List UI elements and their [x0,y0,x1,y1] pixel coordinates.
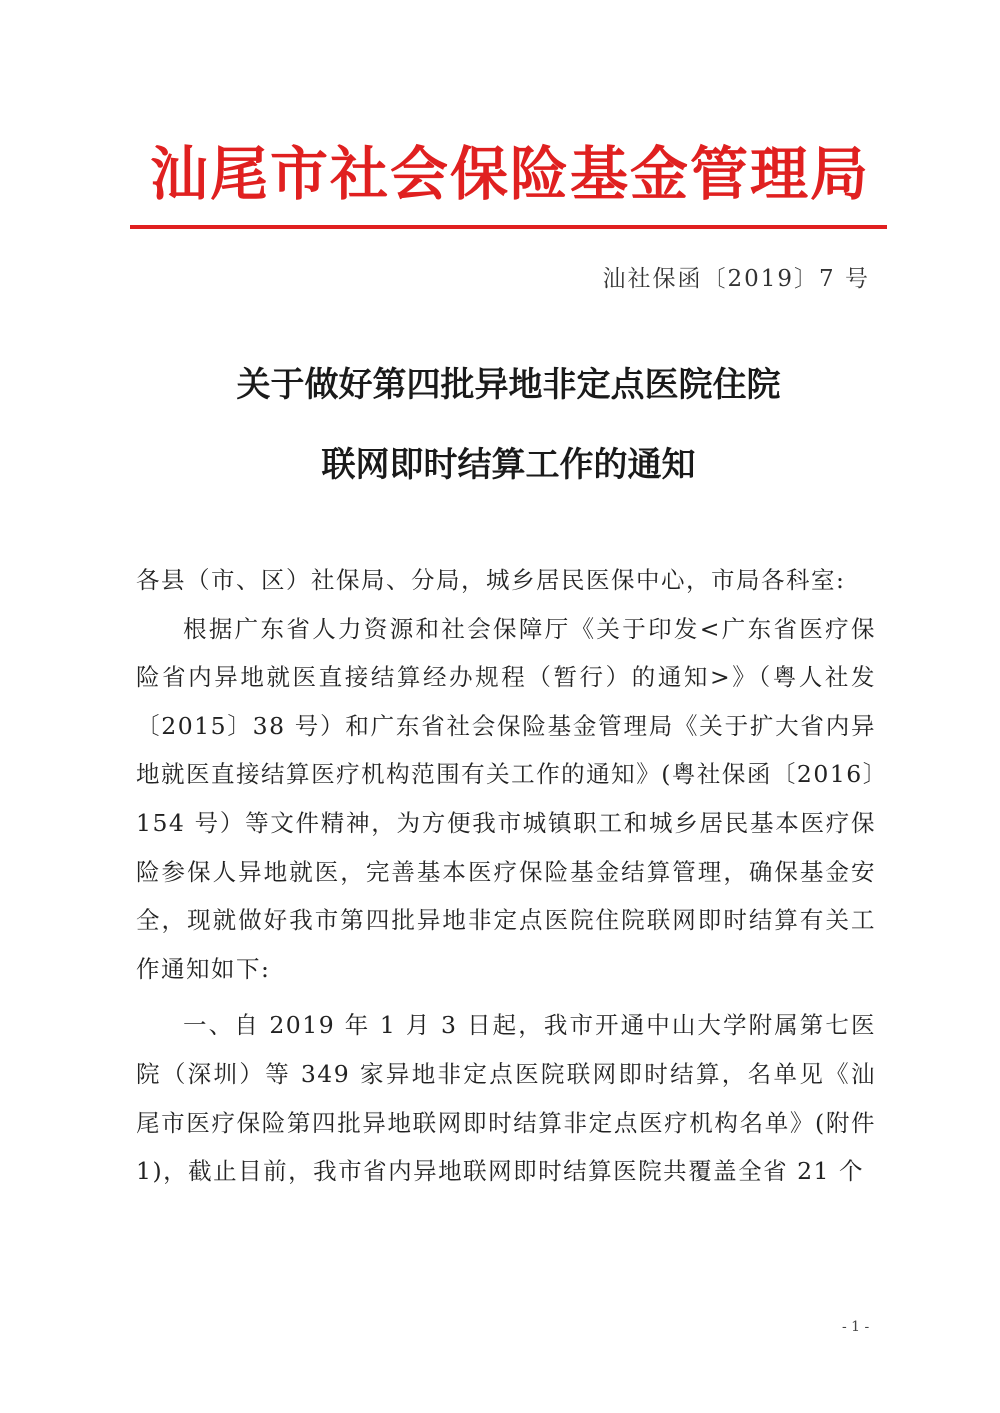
document-title-line-1: 关于做好第四批异地非定点医院住院 [236,365,781,405]
document-number: 汕社保函〔2019〕7 号 [602,266,870,292]
body-paragraph: 根据广东省人力资源和社会保障厅《关于印发<广东省医疗保险省内异地就医直接结算经办规程（暂行）的通知>》（粤人社发〔2015〕38 号）和广东省社会保险基金管理局《关于扩大省内异地就医直接结算医疗机构范围有关工作的通知》(粤社保函〔2016〕154 号）等文件精神，为方便我市城镇职工和城乡居民基本医疗保险参保人异地就医，完善基本医疗保险基金结算管理，确保基金安全，现就做好我市第四批异地非定点医院住院联网即时结算有关工作通知如下: [136,614,876,983]
document-body [136,556,876,1196]
document-title-line-2: 联网即时结算工作的通知 [321,445,696,485]
body-paragraph: 一、自 2019 年 1 月 3 日起，我市开通中山大学附属第七医院（深圳）等 349 家异地非定点医院联网即时结算，名单见《汕尾市医疗保险第四批异地联网即时结算非定点医疗机构名单》(附件 1)，截止目前，我市省内异地联网即时结算医院共覆盖全省 21 个 [136,1011,876,1186]
issuer-header: 汕尾市社会保险基金管理局 [149,140,870,208]
header-red-rule [130,225,887,229]
page-number: - 1 - [842,1319,870,1335]
salutation: 各县（市、区）社保局、分局，城乡居民医保中心，市局各科室: [136,566,846,594]
